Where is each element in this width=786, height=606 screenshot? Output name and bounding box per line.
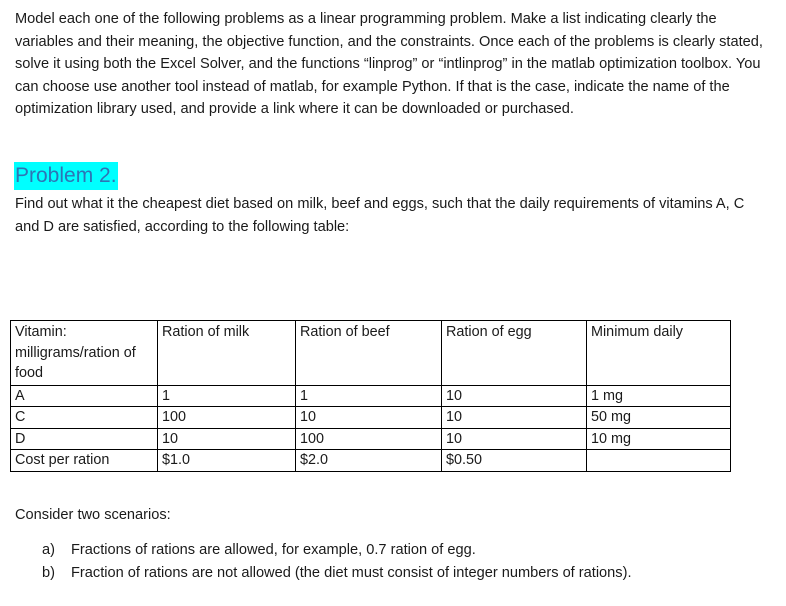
header-cell-vitamin: Vitamin: milligrams/ration of food [11,321,158,386]
table-cell: 1 [158,385,296,407]
vitamin-table [10,320,731,472]
scenarios-intro: Consider two scenarios: [15,507,171,523]
header-cell-egg: Ration of egg [442,321,587,386]
list-item [42,539,632,562]
table-cell [587,450,731,472]
table-row [11,450,731,472]
header-cell-beef: Ration of beef [296,321,442,386]
table-cell: 100 [158,407,296,429]
table-cell: 10 mg [587,428,731,450]
instructions-paragraph: Model each one of the following problems as a linear programming problem. Make a list indicating clearly the variables and their meaning, the objective function, and the constraints. Once each of the problems is clearly stated, solve it using both the Excel Solver, and the functions “linprog” or “intlinprog” in the matlab optimization toolbox. You can choose use another tool instead of matlab, for example Python. If that is the case, indicate the name of the optimization library used, and provide a link where it can be downloaded or purchased. [15,11,763,118]
table-cell: Cost per ration [11,450,158,472]
list-item-text: Fractions of rations are allowed, for example, 0.7 ration of egg. [71,542,476,558]
table-row [11,428,731,450]
list-marker: b) [42,564,55,581]
table-cell: A [11,385,158,407]
problem-description: Find out what it the cheapest diet based on milk, beef and eggs, such that the daily requirements of vitamins A, C and D are satisfied, according to the following table: [15,196,745,235]
table-cell: 10 [442,407,587,429]
table-cell: C [11,407,158,429]
scenarios-list [42,539,632,584]
header-cell-milk: Ration of milk [158,321,296,386]
table-cell: 50 mg [587,407,731,429]
table-cell: $2.0 [296,450,442,472]
problem-heading: Problem 2. [14,162,118,190]
table-cell: $0.50 [442,450,587,472]
table-header-row [11,321,731,386]
table-cell: 10 [296,407,442,429]
table-row [11,385,731,407]
problem-heading-container [14,162,118,190]
table-cell: $1.0 [158,450,296,472]
list-item [42,562,632,585]
list-item-text: Fraction of rations are not allowed (the diet must consist of integer numbers of rations). [71,564,632,581]
table-cell: 10 [442,385,587,407]
table-cell: 10 [442,428,587,450]
list-marker: a) [42,542,55,558]
table-row [11,407,731,429]
table-cell: 10 [158,428,296,450]
header-cell-minimum: Minimum daily [587,321,731,386]
table-cell: 100 [296,428,442,450]
table-cell: 1 [296,385,442,407]
table-cell: D [11,428,158,450]
table-cell: 1 mg [587,385,731,407]
